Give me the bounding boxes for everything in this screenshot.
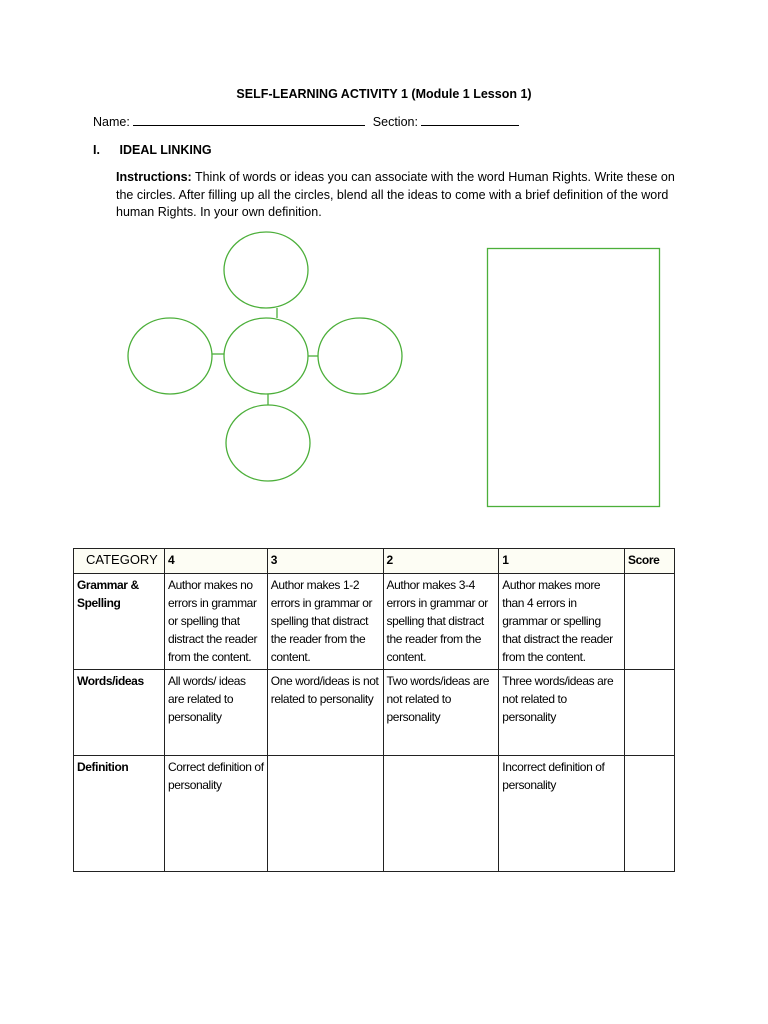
score-cell[interactable] [625, 756, 675, 872]
instructions-text: Think of words or ideas you can associate with the word Human Rights. Write these on the circles. After filling up all the circles, blend all the ideas to come with a brief definition of the word human Rights. In your own definition. [116, 170, 675, 219]
rubric-cell: Incorrect definition of personality [499, 756, 625, 872]
rubric-cell [383, 756, 499, 872]
rubric-cell: Author makes 1-2 errors in grammar or spelling that distract the reader from the content. [267, 574, 383, 670]
rubric-row-words [74, 670, 675, 756]
rubric-cell: Author makes more than 4 errors in grammar or spelling that distract the reader from the content. [499, 574, 625, 670]
rubric-header-row [74, 549, 675, 574]
rubric-cell [267, 756, 383, 872]
row-category: Words/ideas [74, 670, 165, 756]
rubric-cell: Three words/ideas are not related to personality [499, 670, 625, 756]
circle-top[interactable] [224, 232, 308, 308]
instructions-label: Instructions: [116, 170, 192, 184]
diagram-shapes [128, 232, 660, 507]
circle-center[interactable] [224, 318, 308, 394]
rubric-cell: All words/ ideas are related to personality [164, 670, 267, 756]
circle-bottom[interactable] [226, 405, 310, 481]
name-label: Name: [93, 115, 130, 129]
row-category: Definition [74, 756, 165, 872]
score-cell[interactable] [625, 574, 675, 670]
rubric-row-definition [74, 756, 675, 872]
section-number: I. [93, 143, 100, 157]
header-score-3: 3 [267, 549, 383, 574]
rubric-cell: Author makes no errors in grammar or spelling that distract the reader from the content. [164, 574, 267, 670]
header-category: CATEGORY [74, 549, 165, 574]
header-score-1: 1 [499, 549, 625, 574]
rubric-cell: Author makes 3-4 errors in grammar or spelling that distract the reader from the content. [383, 574, 499, 670]
header-score-2: 2 [383, 549, 499, 574]
activity-title: SELF-LEARNING ACTIVITY 1 (Module 1 Lesson 1) [236, 87, 532, 101]
rubric-cell: One word/ideas is not related to personality [267, 670, 383, 756]
rubric-cell: Two words/ideas are not related to personality [383, 670, 499, 756]
header-score: Score [625, 549, 675, 574]
score-cell[interactable] [625, 670, 675, 756]
scoring-rubric-table [73, 548, 675, 872]
row-category: Grammar & Spelling [74, 574, 165, 670]
section-label: Section: [372, 115, 418, 129]
circle-right[interactable] [318, 318, 402, 394]
circle-left[interactable] [128, 318, 212, 394]
rubric-cell: Correct definition of personality [164, 756, 267, 872]
rubric-row-grammar [74, 574, 675, 670]
definition-box[interactable] [488, 249, 660, 507]
header-score-4: 4 [164, 549, 267, 574]
section-title: IDEAL LINKING [119, 143, 212, 157]
